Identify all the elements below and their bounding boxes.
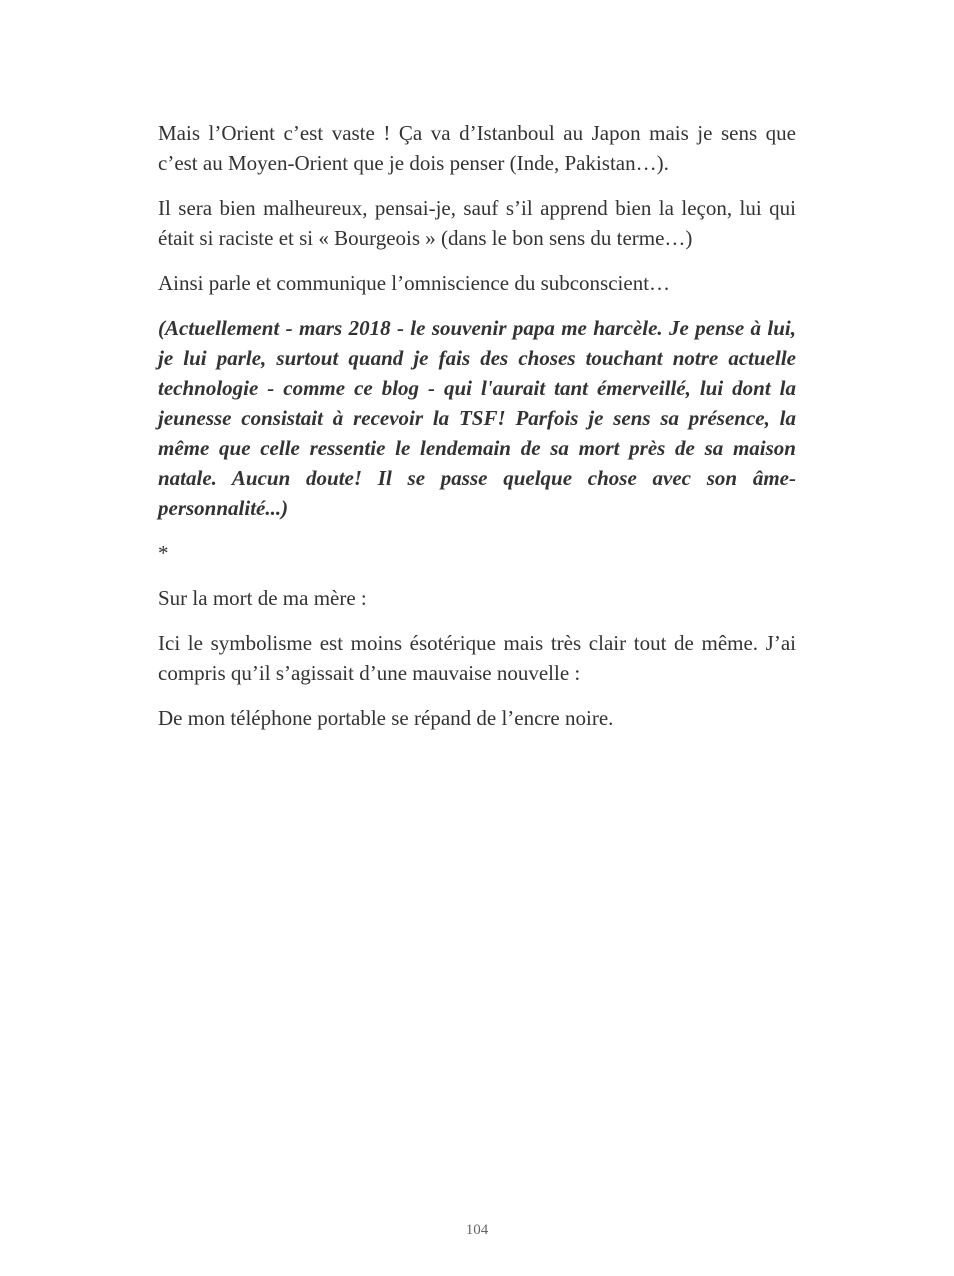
paragraph-telephone: De mon téléphone portable se répand de l’encre noire. <box>158 706 614 730</box>
paragraph-omniscience: Ainsi parle et communique l’omniscience du subconscient… <box>158 271 671 295</box>
page-number: 104 <box>465 1222 489 1238</box>
paragraph-symbolisme: Ici le symbolisme est moins ésotérique mais très clair tout de même. J’ai compris qu’il s’agissait d’une mauvaise nouvelle : <box>158 631 796 685</box>
paragraph-malheureux: Il sera bien malheureux, pensai-je, sauf s’il apprend bien la leçon, lui qui était si raciste et si « Bourgeois » (dans le bon sens du terme…) <box>158 196 796 250</box>
paragraph-orient: Mais l’Orient c’est vaste ! Ça va d’Istanboul au Japon mais je sens que c’est au Moyen-Orient que je dois penser (Inde, Pakistan…). <box>158 121 796 175</box>
paragraph-note-2018: (Actuellement - mars 2018 - le souvenir papa me harcèle. Je pense à lui, je lui parle, surtout quand je fais des choses touchant notre actuelle technologie - comme ce blog - qui l'aurait tant émerveillé, lui dont la jeunesse consistait à recevoir la TSF! Parfois je sens sa présence, la même que celle ressentie le lendemain de sa mort près de sa maison natale. Aucun doute! Il se passe quelque chose avec son âme-personnalité...) <box>158 316 796 520</box>
paragraph-mort-mere: Sur la mort de ma mère : <box>158 586 367 610</box>
body-text <box>158 118 796 748</box>
section-separator: * <box>158 541 169 565</box>
